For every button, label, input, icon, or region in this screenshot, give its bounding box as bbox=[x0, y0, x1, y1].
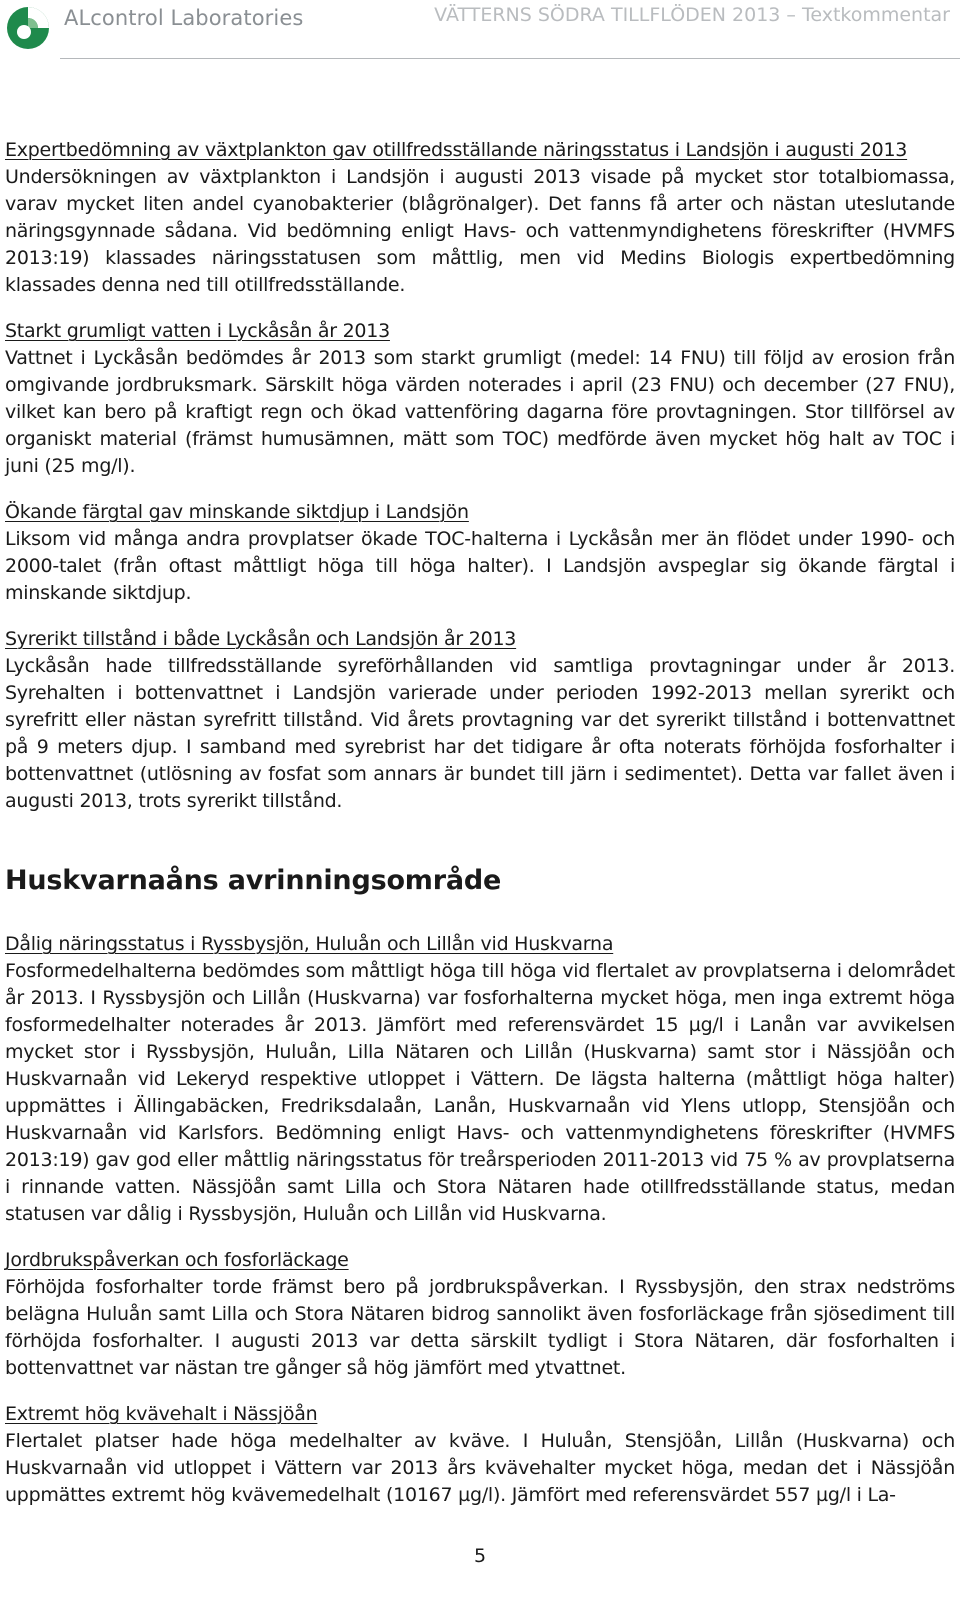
section-kvavehalt-nassjoan bbox=[5, 1401, 955, 1509]
document-title: VÄTTERNS SÖDRA TILLFLÖDEN 2013 – Textkommentar bbox=[434, 4, 950, 26]
section-text: Lyckåsån hade tillfredsställande syreförhållanden vid samtliga provtagningar under år 2013. Syrehalten i bottenvattnet i Landsjön varierade under perioden 1992-2013 mellan syrerikt och syrefritt eller nästan syrefritt tillstånd. Vid årets provtagning var det syrerikt tillstånd i bottenvattnet på 9 meters djup. I samband med syrebrist har det tidigare år ofta noterats förhöjda fosforhalter i bottenvattnet (utlösning av fosfat som annars är bundet till järn i sedimentet). Detta var fallet även i augusti 2013, trots syrerikt tillstånd. bbox=[5, 655, 955, 812]
spacer bbox=[5, 899, 955, 931]
main-heading: Huskvarnaåns avrinningsområde bbox=[5, 865, 502, 896]
alcontrol-logo-icon bbox=[4, 2, 52, 52]
section-heading: Jordbrukspåverkan och fosforläckage bbox=[5, 1249, 349, 1271]
section-fargtal-siktdjup bbox=[5, 499, 955, 607]
section-text: Liksom vid många andra provplatser ökade TOC-halterna i Lyckåsån mer än flödet under 1990- och 2000-talet (från oftast måttligt höga till höga halter). I Landsjön avspeglar sig ökande färgtal i minskande siktdjup. bbox=[5, 528, 955, 604]
section-text: Förhöjda fosforhalter torde främst bero på jordbrukspåverkan. I Ryssbysjön, den strax nedströms belägna Huluån samt Lilla och Stora Nätaren bidrog sannolikt även fosforläckage från sjösediment till förhöjda fosforhalter. I augusti 2013 var detta särskilt tydligt i Stora Nätaren, där fosforhalten i bottenvattnet var nästan tre gånger så hög jämfört med ytvattnet. bbox=[5, 1276, 955, 1379]
section-heading: Starkt grumligt vatten i Lyckåsån år 2013 bbox=[5, 320, 390, 342]
spacer bbox=[5, 1382, 955, 1401]
header-divider bbox=[60, 58, 960, 59]
page-header bbox=[0, 0, 960, 62]
section-text: Vattnet i Lyckåsån bedömdes år 2013 som starkt grumligt (medel: 14 FNU) till följd av erosion från omgivande jordbruksmark. Särskilt höga värden noterades i april (23 FNU) och december (27 FNU), vilket kan bero på kraftigt regn och ökad vattenföring dagarna före provtagningen. Stor tillförsel av organiskt material (främst humusämnen, mätt som TOC) medförde även mycket hög halt av TOC i juni (25 mg/l). bbox=[5, 347, 955, 477]
section-heading: Extremt hög kvävehalt i Nässjöån bbox=[5, 1403, 318, 1425]
section-text: Flertalet platser hade höga medelhalter av kväve. I Huluån, Stensjöån, Lillån (Huskvarna) och Huskvarnaån vid utloppet i Vättern var 2013 års kvävehalter mycket höga, medan det i Nässjöån uppmättes extremt hög kvävemedelhalt (10167 µg/l). Jämfört med referensvärdet 557 µg/l i La- bbox=[5, 1430, 955, 1506]
section-jordbrukspaverkan bbox=[5, 1247, 955, 1382]
section-syrerikt-tillstand bbox=[5, 626, 955, 815]
section-lyckasan-grumligt bbox=[5, 318, 955, 480]
section-heading: Syrerikt tillstånd i både Lyckåsån och Landsjön år 2013 bbox=[5, 628, 517, 650]
spacer bbox=[5, 607, 955, 626]
page-content bbox=[5, 137, 955, 1509]
spacer bbox=[5, 815, 955, 863]
spacer bbox=[5, 1228, 955, 1247]
brand-name: ALcontrol Laboratories bbox=[64, 6, 304, 30]
spacer bbox=[5, 299, 955, 318]
page-number: 5 bbox=[473, 1545, 487, 1567]
spacer bbox=[5, 480, 955, 499]
section-heading: Expertbedömning av växtplankton gav otillfredsställande näringsstatus i Landsjön i augusti 2013 bbox=[5, 139, 908, 161]
section-text: Undersökningen av växtplankton i Landsjön i augusti 2013 visade på mycket stor totalbiomassa, varav mycket liten andel cyanobakterier (blågrönalger). Det fanns få arter och nästan uteslutande näringsgynnade sådana. Vid bedömning enligt Havs- och vattenmyndighetens föreskrifter (HVMFS 2013:19) klassades näringsstatusen som måttlig, men vid Medins Biologis expertbedömning klassades denna ned till otillfredsställande. bbox=[5, 166, 955, 296]
section-text: Fosformedelhalterna bedömdes som måttligt höga till höga vid flertalet av provplatserna i delområdet år 2013. I Ryssbysjön och Lillån (Huskvarna) var fosforhalterna mycket höga, men inga extremt höga fosformedelhalter noterades år 2013. Jämfört med referensvärdet 15 µg/l i Lanån var avvikelsen mycket stor i Ryssbysjön, Huluån, Lilla Nätaren och Lillån (Huskvarna) samt stor i Nässjöån och Huskvarnaån vid Lekeryd respektive utloppet i Vättern. De lägsta halterna (måttligt höga halter) uppmättes i Ällingabäcken, Fredriksdalaån, Lanån, Huskvarnaån vid Ylens utlopp, Stensjöån och Huskvarnaån vid Karlsfors. Bedömning enligt Havs- och vattenmyndighetens föreskrifter (HVMFS 2013:19) gav god eller måttlig näringsstatus för treårsperioden 2011-2013 vid 75 % av provplatserna i rinnande vatten. Nässjöån samt Lilla och Stora Nätaren hade otillfredsställande status, medan statusen var dålig i Ryssbysjön, Huluån och Lillån vid Huskvarna. bbox=[5, 960, 955, 1225]
section-heading: Dålig näringsstatus i Ryssbysjön, Huluån och Lillån vid Huskvarna bbox=[5, 933, 614, 955]
section-landsjon-vaxtplankton bbox=[5, 137, 955, 299]
section-daalig-naringsstatus bbox=[5, 931, 955, 1228]
section-heading: Ökande färgtal gav minskande siktdjup i Landsjön bbox=[5, 501, 469, 523]
